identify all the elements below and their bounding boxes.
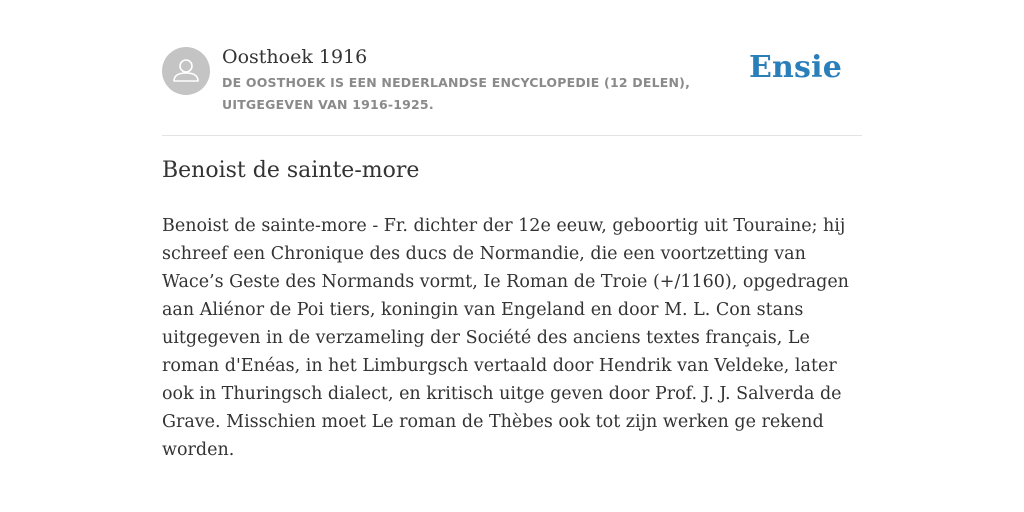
source-title[interactable]: Oosthoek 1916	[222, 46, 368, 68]
avatar[interactable]	[162, 47, 210, 95]
user-icon	[162, 47, 210, 95]
source-description: DE OOSTHOEK IS EEN NEDERLANDSE ENCYCLOPEDIE (12 DELEN), UITGEGEVEN VAN 1916-1925.	[222, 75, 691, 112]
divider	[162, 135, 862, 136]
entry-body: Benoist de sainte-more - Fr. dichter der 12e eeuw, geboortig uit Touraine; hij schreef een Chronique des ducs de Normandie, die een voortzetting van Wace’s Geste des Normands vormt, Ie Roman de Troie (+/1160), opgedragen aan Aliénor de Poi tiers, koningin van Engeland en door M. L. Con stans uitgegeven in de verzameling der Société des anciens textes français, Le roman d'Enéas, in het Limburgsch vertaald door Hendrik van Veldeke, later ook in Thuringsch dialect, en kritisch uitge geven door Prof. J. J. Salverda de Grave. Misschien moet Le roman de Thèbes ook tot zijn werken ge rekend worden.	[162, 216, 849, 460]
entry-title: Benoist de sainte-more	[162, 158, 420, 183]
source-header	[162, 44, 862, 136]
ensie-logo-link[interactable]: Ensie	[748, 50, 842, 85]
